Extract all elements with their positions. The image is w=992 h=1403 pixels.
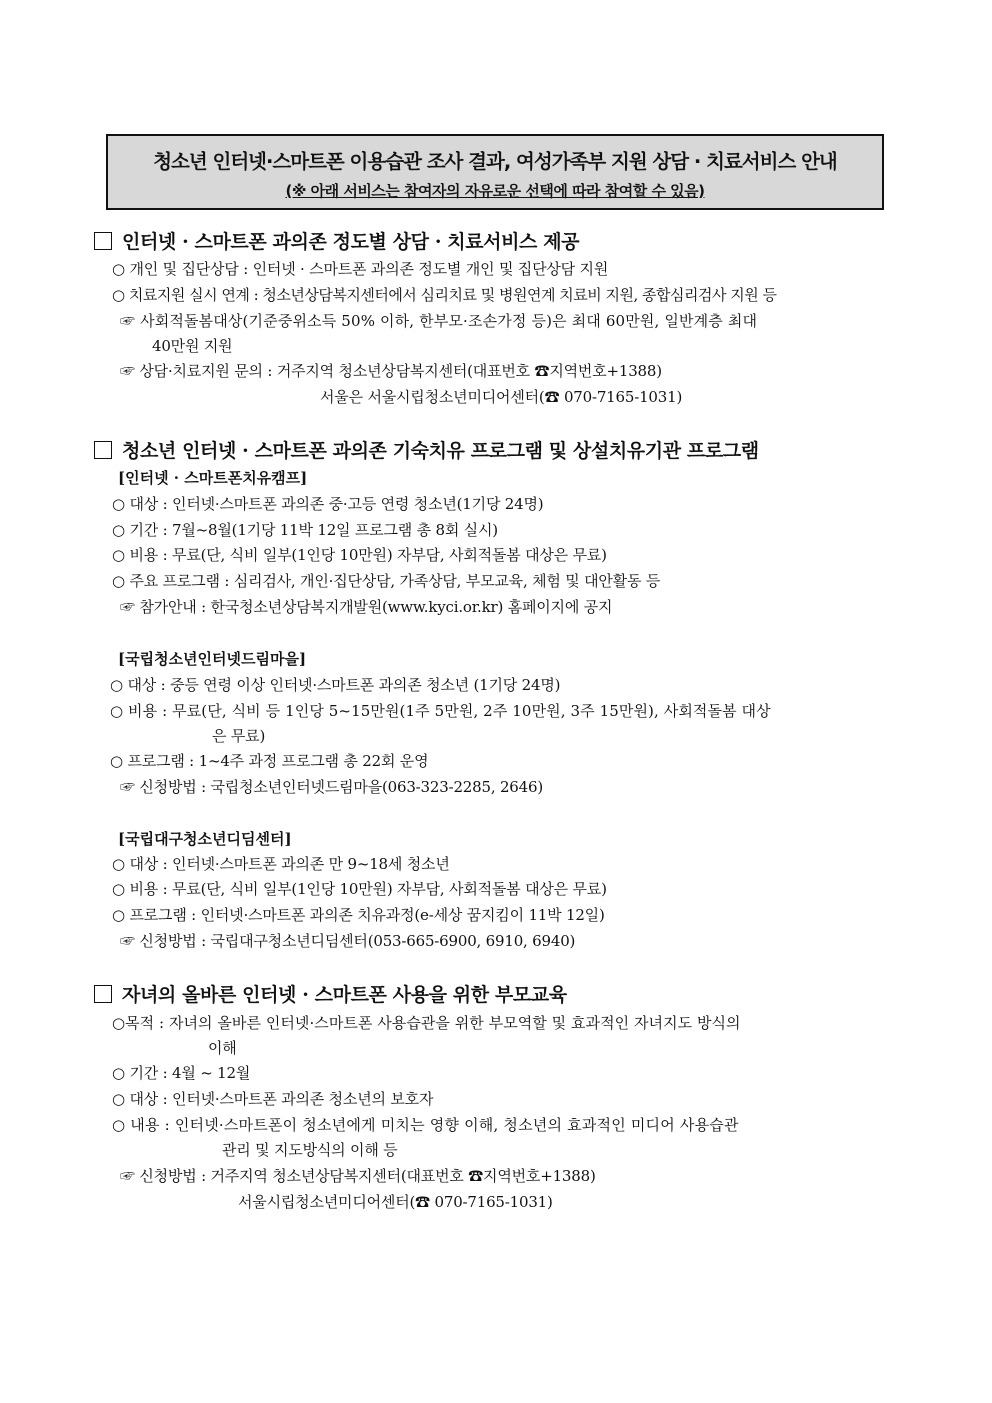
- section-1-item: ○ 치료지원 실시 연계 : 청소년상담복지센터에서 심리치료 및 병원연계 치료비 지원, 종합심리검사 지원 등: [112, 286, 777, 304]
- parent-edu-note-cont: 서울시립청소년미디어센터(☎ 070-7165-1031): [238, 1193, 553, 1211]
- parent-edu-item-cont: 관리 및 지도방식의 이해 등: [222, 1141, 398, 1159]
- parent-edu-item: ○ 대상 : 인터넷·스마트폰 과의존 청소년의 보호자: [112, 1090, 434, 1108]
- document-subtitle: (※ 아래 서비스는 참여자의 자유로운 선택에 따라 참여할 수 있음): [285, 182, 705, 200]
- section-1-item: ○ 개인 및 집단상담 : 인터넷 · 스마트폰 과의존 정도별 개인 및 집단상담 지원: [112, 260, 609, 278]
- parent-edu-item: ○목적 : 자녀의 올바른 인터넷·스마트폰 사용습관을 위한 부모역할 및 효과적인 자녀지도 방식의: [112, 1014, 741, 1032]
- checkbox-square-icon: [94, 985, 112, 1003]
- section-1-contact-cont: 서울은 서울시립청소년미디어센터(☎ 070-7165-1031): [320, 388, 683, 406]
- camp-note: ☞ 참가안내 : 한국청소년상담복지개발원(www.kyci.or.kr) 홈페이지에 공지: [120, 598, 613, 616]
- dream-village-item: ○ 비용 : 무료(단, 식비 등 1인당 5~15만원(1주 5만원, 2주 10만원, 3주 15만원), 사회적돌봄 대상: [110, 702, 771, 720]
- section-2-title: 청소년 인터넷 · 스마트폰 과의존 기숙치유 프로그램 및 상설치유기관 프로그램: [122, 440, 759, 462]
- section-2-heading: [94, 437, 759, 465]
- dream-village-item-cont: 은 무료): [212, 727, 266, 745]
- dream-village-item: ○ 대상 : 중등 연령 이상 인터넷·스마트폰 과의존 청소년 (1기당 24명): [110, 676, 561, 694]
- camp-item: ○ 대상 : 인터넷·스마트폰 과의존 중·고등 연령 청소년(1기당 24명): [112, 495, 544, 513]
- daegu-center-item: ○ 대상 : 인터넷·스마트폰 과의존 만 9~18세 청소년: [112, 855, 450, 873]
- camp-subtitle: [인터넷 · 스마트폰치유캠프]: [118, 469, 308, 487]
- section-1-title: 인터넷 · 스마트폰 과의존 정도별 상담 · 치료서비스 제공: [122, 231, 580, 253]
- dream-village-item: ○ 프로그램 : 1~4주 과정 프로그램 총 22회 운영: [110, 752, 429, 770]
- header-box: [106, 134, 884, 210]
- daegu-center-subtitle: [국립대구청소년디딤센터]: [118, 830, 292, 848]
- section-1-heading: [94, 228, 579, 256]
- dream-village-note: ☞ 신청방법 : 국립청소년인터넷드림마을(063-323-2285, 2646): [120, 778, 543, 796]
- camp-item: ○ 비용 : 무료(단, 식비 일부(1인당 10만원) 자부담, 사회적돌봄 대상은 무료): [112, 546, 607, 564]
- checkbox-square-icon: [94, 232, 112, 250]
- parent-edu-note: ☞ 신청방법 : 거주지역 청소년상담복지센터(대표번호 ☎지역번호+1388): [120, 1167, 596, 1185]
- camp-item: ○ 기간 : 7월~8월(1기당 11박 12일 프로그램 총 8회 실시): [112, 521, 498, 539]
- section-3-title: 자녀의 올바른 인터넷 · 스마트폰 사용을 위한 부모교육: [122, 984, 567, 1006]
- section-3-heading: [94, 981, 567, 1009]
- parent-edu-item: ○ 내용 : 인터넷·스마트폰이 청소년에게 미치는 영향 이해, 청소년의 효과적인 미디어 사용습관: [112, 1116, 739, 1134]
- document-title: 청소년 인터넷·스마트폰 이용습관 조사 결과, 여성가족부 지원 상담 · 치료서비스 안내: [153, 150, 837, 173]
- checkbox-square-icon: [94, 441, 112, 459]
- section-1-note-cont: 40만원 지원: [152, 337, 233, 355]
- camp-item: ○ 주요 프로그램 : 심리검사, 개인·집단상담, 가족상담, 부모교육, 체험 및 대안활동 등: [112, 572, 661, 590]
- parent-edu-item-cont: 이해: [208, 1039, 237, 1057]
- section-1-note: ☞ 사회적돌봄대상(기준중위소득 50% 이하, 한부모·조손가정 등)은 최대 60만원, 일반계층 최대: [120, 312, 758, 330]
- daegu-center-note: ☞ 신청방법 : 국립대구청소년디딤센터(053-665-6900, 6910, 6940): [120, 932, 576, 950]
- parent-edu-item: ○ 기간 : 4월 ~ 12월: [112, 1064, 251, 1082]
- daegu-center-item: ○ 프로그램 : 인터넷·스마트폰 과의존 치유과정(e-세상 꿈지킴이 11박 12일): [112, 906, 605, 924]
- daegu-center-item: ○ 비용 : 무료(단, 식비 일부(1인당 10만원) 자부담, 사회적돌봄 대상은 무료): [112, 880, 607, 898]
- dream-village-subtitle: [국립청소년인터넷드림마을]: [118, 650, 307, 668]
- section-1-contact: ☞ 상담·치료지원 문의 : 거주지역 청소년상담복지센터(대표번호 ☎지역번호+1388): [120, 362, 662, 380]
